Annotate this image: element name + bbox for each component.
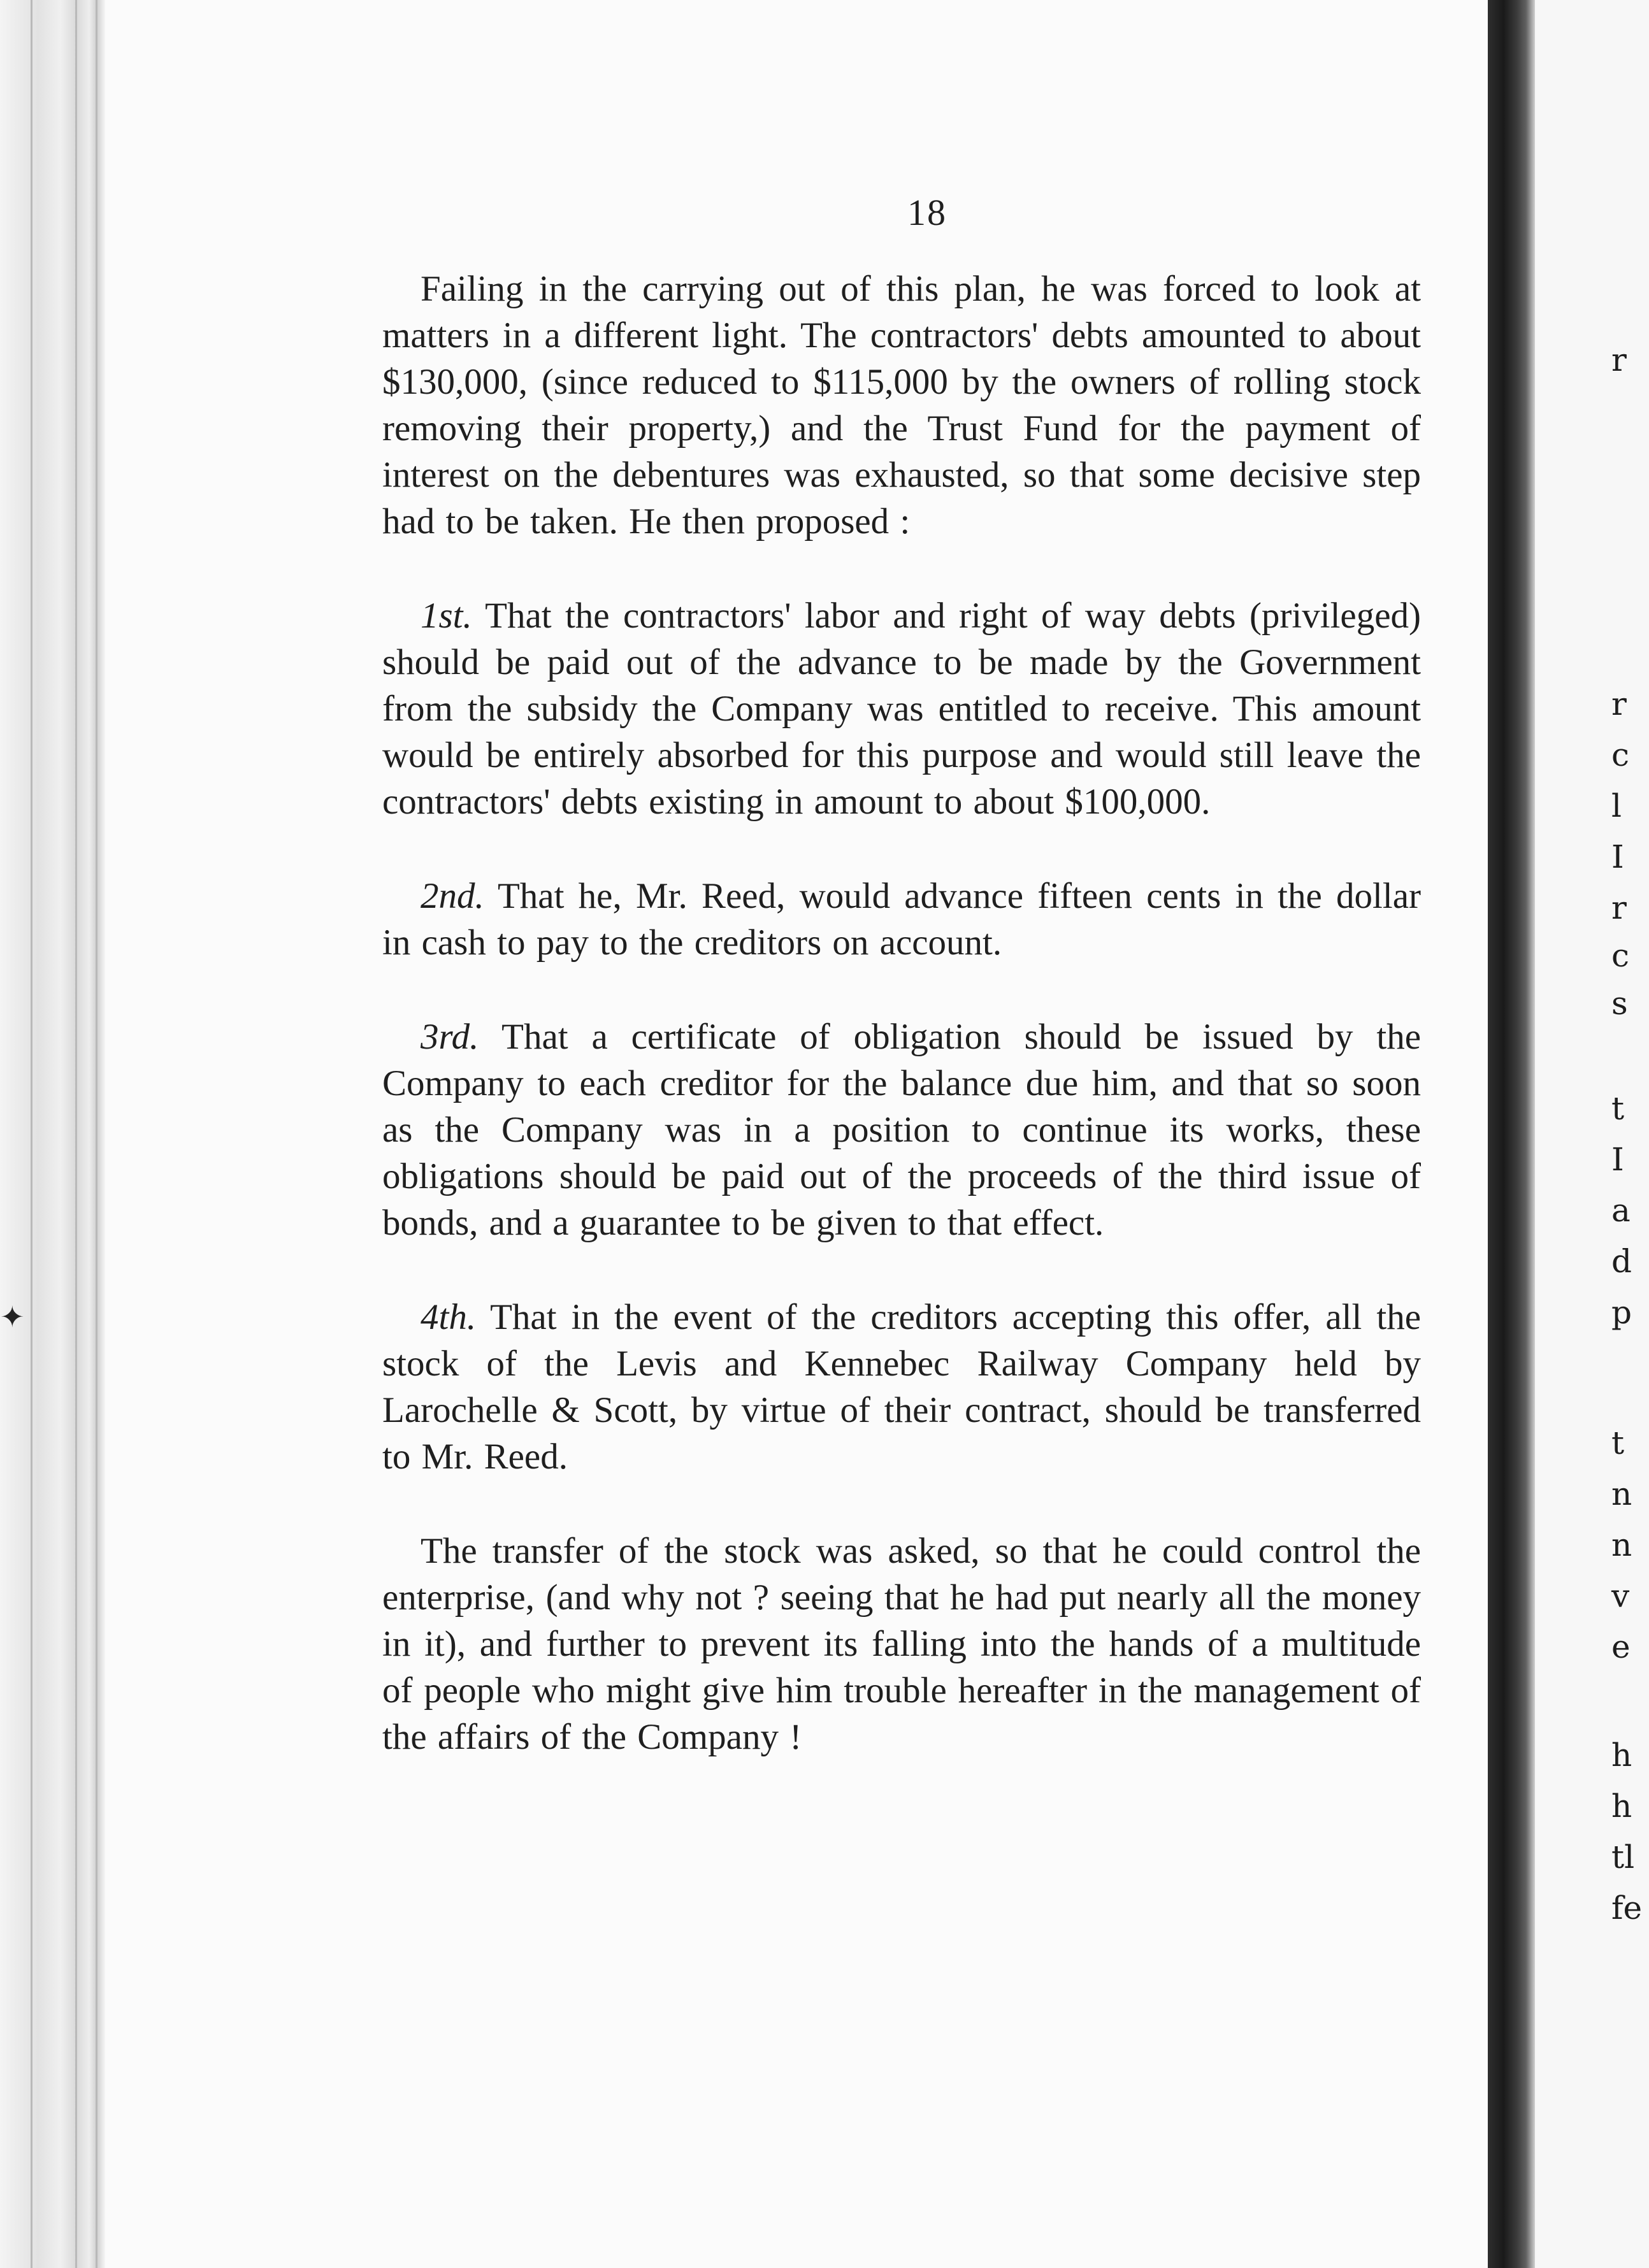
facing-fragment: r	[1611, 889, 1627, 926]
paragraph-text: The transfer of the stock was asked, so that he could control the enterprise, (and why not ? seeing that he had put nearly all the money in it), and further to prevent its falling into the hands of a multitude of people who might give him trouble hereafter in the management of the affairs of the Company !	[382, 1531, 1421, 1757]
facing-fragment: I	[1611, 838, 1624, 875]
book-page	[382, 191, 1421, 1760]
ordinal-label: 2nd.	[421, 876, 484, 916]
facing-fragment: h	[1611, 1788, 1632, 1825]
paragraph-text: That a certificate of obligation should be issued by the Company to each creditor for the balance due him, and that so soon as the Company was in a position to continue its works, these obligations should be paid out of the proceeds of the third issue of bonds, and a guarantee to be given to that effect.	[382, 1017, 1421, 1243]
paragraph-first-proposal	[382, 592, 1421, 825]
paragraph-second-proposal	[382, 873, 1421, 966]
facing-fragment: fe	[1611, 1890, 1643, 1927]
ink-smudge-icon: ✦	[0, 1300, 25, 1334]
facing-fragment: r	[1611, 341, 1627, 378]
facing-fragment: c	[1611, 937, 1630, 974]
page-stack-edge	[0, 0, 105, 2268]
facing-fragment: I	[1611, 1141, 1624, 1178]
paragraph-third-proposal	[382, 1014, 1421, 1246]
paragraph-fourth-proposal	[382, 1294, 1421, 1480]
facing-fragment: e	[1611, 1628, 1631, 1665]
facing-fragment: s	[1611, 985, 1628, 1022]
facing-fragment: c	[1611, 736, 1630, 773]
facing-fragment: p	[1611, 1294, 1632, 1331]
paragraph-text: That he, Mr. Reed, would advance fifteen cents in the dollar in cash to pay to the creditors on account.	[382, 876, 1421, 963]
paragraph-conclusion	[382, 1528, 1421, 1760]
book-spine-gutter	[1488, 0, 1535, 2268]
facing-fragment: t	[1611, 1425, 1625, 1461]
page-number: 18	[907, 192, 947, 233]
facing-fragment: d	[1611, 1243, 1632, 1280]
ordinal-label: 3rd.	[421, 1017, 479, 1057]
ordinal-label: 4th.	[421, 1297, 477, 1337]
facing-fragment: v	[1611, 1577, 1630, 1614]
facing-fragment: n	[1611, 1475, 1632, 1512]
paragraph-text: That in the event of the creditors accepting this offer, all the stock of the Levis and Kennebec Railway Company held by Larochelle & Scott, by virtue of their contract, should be transferred to Mr. Reed.	[382, 1297, 1421, 1477]
paragraph-text: That the contractors' labor and right of way debts (privileged) should be paid out of the advance to be made by the Government from the subsidy the Company was entitled to receive. This amount would be entirely absorbed for this purpose and would still leave the contractors' debts existing in amount to about $100,000.	[382, 596, 1421, 822]
facing-fragment: a	[1611, 1192, 1631, 1229]
paragraph-intro	[382, 266, 1421, 545]
facing-fragment: l	[1611, 787, 1622, 824]
paragraph-text: Failing in the carrying out of this plan, he was forced to look at matters in a different light. The contractors' debts amounted to about $130,000, (since reduced to $115,000 by the owners of rolling stock removing their property,) and the Trust Fund for the payment of interest on the debentures was exhausted, so that some decisive step had to be taken. He then proposed :	[382, 269, 1421, 542]
facing-fragment: h	[1611, 1737, 1632, 1774]
facing-fragment: tl	[1611, 1839, 1635, 1876]
facing-fragment: n	[1611, 1526, 1632, 1563]
ordinal-label: 1st.	[421, 596, 472, 636]
facing-fragment: r	[1611, 685, 1627, 722]
facing-page-edge	[1535, 0, 1649, 2268]
facing-fragment: t	[1611, 1090, 1625, 1127]
